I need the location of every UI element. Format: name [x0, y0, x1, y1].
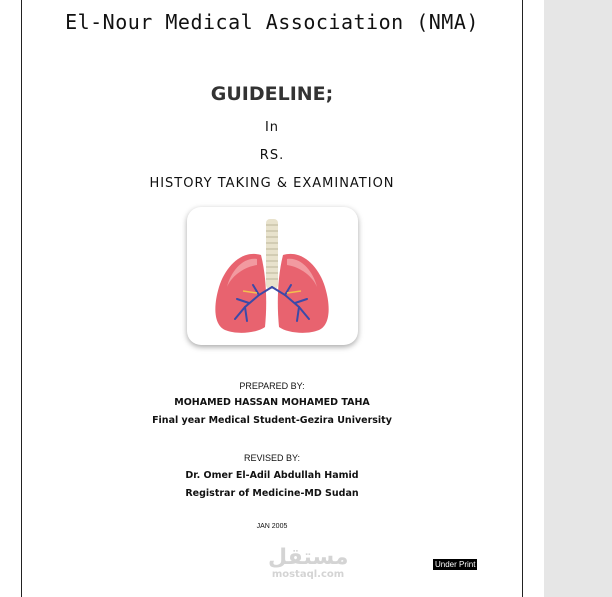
subtitle-line-2: RS. [259, 148, 285, 163]
subtitle-line-3: HISTORY TAKING & EXAMINATION [149, 176, 395, 191]
prepared-by-label: PREPARED BY: [239, 381, 305, 391]
mostaql-watermark [268, 547, 348, 580]
watermark-arabic: مستقل [268, 545, 349, 570]
revised-by-name: Dr. Omer El-Adil Abdullah Hamid [185, 470, 359, 481]
subtitle-line-1: In [264, 120, 280, 135]
prepared-by-name: MOHAMED HASSAN MOHAMED TAHA [174, 397, 370, 408]
revised-by-role: Registrar of Medicine-MD Sudan [185, 488, 359, 499]
document-page [21, 0, 523, 597]
lungs-icon [187, 207, 358, 345]
organization-heading: El-Nour Medical Association (NMA) [65, 10, 479, 34]
side-panel [544, 0, 612, 597]
document-date: JAN 2005 [256, 523, 288, 530]
lungs-illustration-card [187, 207, 358, 345]
under-print-badge: Under Print [435, 560, 476, 569]
revised-by-label: REVISED BY: [243, 453, 301, 463]
prepared-by-role: Final year Medical Student-Gezira University [152, 415, 392, 426]
watermark-latin: mostaql.com [271, 569, 345, 580]
document-title: GUIDELINE; [210, 83, 334, 105]
